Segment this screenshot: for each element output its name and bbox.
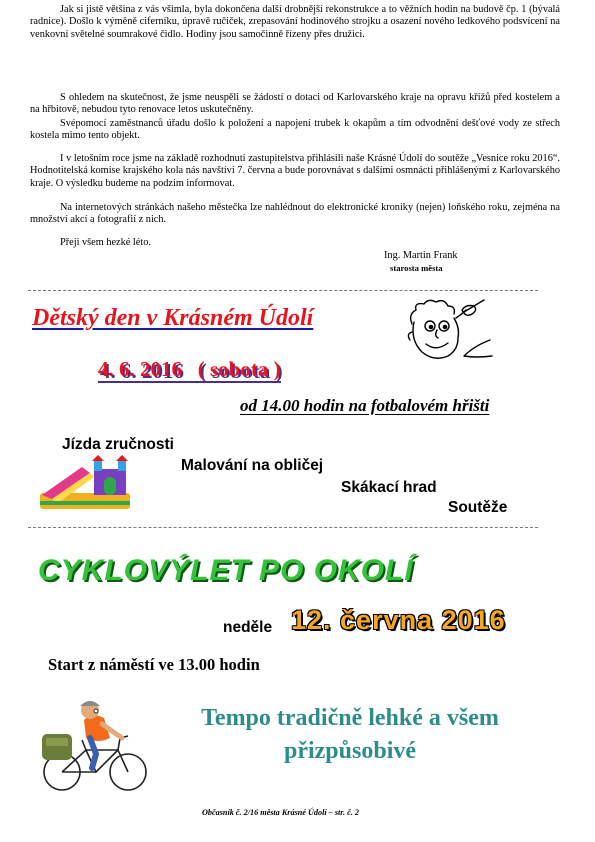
section-divider <box>28 527 538 528</box>
cycle-trip-title: CYKLOVÝLET PO OKOLÍ <box>38 554 414 587</box>
activity-item: Skákací hrad <box>341 479 437 496</box>
activity-item: Malování na obličej <box>181 457 324 474</box>
bouncy-castle-icon <box>38 455 133 513</box>
letter-paragraph-village-contest: I v letošním roce jsme na základě rozhodnutí zastupitelstva přihlásili naše Krásné Údolí do soutěže „Vesnice roku 2016“. Hodnotitelská komise krajského kola nás navštíví 7. června a bude porovnávat s dalšími osmnácti přihlášenými z Karlovarského kraje. O výsledku budeme na podzim informovat. <box>30 153 560 189</box>
childrens-day-time-place: od 14.00 hodin na fotbalovém hřišti <box>240 396 490 415</box>
cyclist-icon <box>40 698 152 794</box>
signature-role: starosta města <box>390 263 443 273</box>
letter-paragraph-drainage: Svépomocí zaměstnanců úřadu došlo k položení a napojení trubek k okapům a tím odvodnění dešťové vody ze střech kostela mimo tento objekt. <box>30 118 560 142</box>
section-divider <box>28 290 538 291</box>
cycle-trip-day: neděle <box>223 619 273 636</box>
letter-paragraph-chronicle: Na internetových stránkách našeho městečka lze nahlédnout do elektronické kroniky (nejen) loňského roku, zejména na množství akcí a fotografií z nich. <box>30 202 560 226</box>
childrens-day-date-wrap <box>98 357 281 382</box>
page-footer: Občasník č. 2/16 města Krásné Údolí – str. č. 2 <box>202 808 359 817</box>
face-painting-drawing-icon <box>404 296 496 366</box>
cycle-trip-tempo-line1: Tempo tradičně lehké a všem <box>201 705 499 731</box>
activity-item: Soutěže <box>448 499 508 516</box>
cycle-trip-start: Start z náměstí ve 13.00 hodin <box>48 655 260 674</box>
childrens-day-date: 4. 6. 2016 ( sobota ) <box>98 357 281 381</box>
letter-paragraph-clock: Jak si jistě většina z vás všimla, byla dokončena další drobnější rekonstrukce a to věžních hodin na budově čp. 1 (bývalá radnice). Došlo k výměně ciferníku, úpravě ručiček, zrepasování hodinového strojku a osazení nového ledkového podsvícení na venkovní světelné soumrakové čidlo. Hodiny jsou samočinně řízeny přes družici. <box>30 4 560 40</box>
activity-item: Jízda zručnosti <box>62 436 174 453</box>
cycle-trip-tempo-line2: přizpůsobivé <box>283 738 417 764</box>
signature-name: Ing. Martin Frank <box>384 250 458 261</box>
cycle-trip-date: 12. června 2016 <box>291 605 506 635</box>
cycle-trip-tempo <box>170 702 530 768</box>
letter-paragraph-subsidy: S ohledem na skutečnost, že jsme neuspěli se žádostí o dotaci od Karlovarského kraje na opravu křížů před kostelem a na hřbitově, nebudou tyto renovace letos uskutečněny. <box>30 92 560 116</box>
childrens-day-title: Dětský den v Krásném Údolí <box>32 305 314 331</box>
letter-closing: Přeji všem hezké léto. <box>60 237 151 248</box>
